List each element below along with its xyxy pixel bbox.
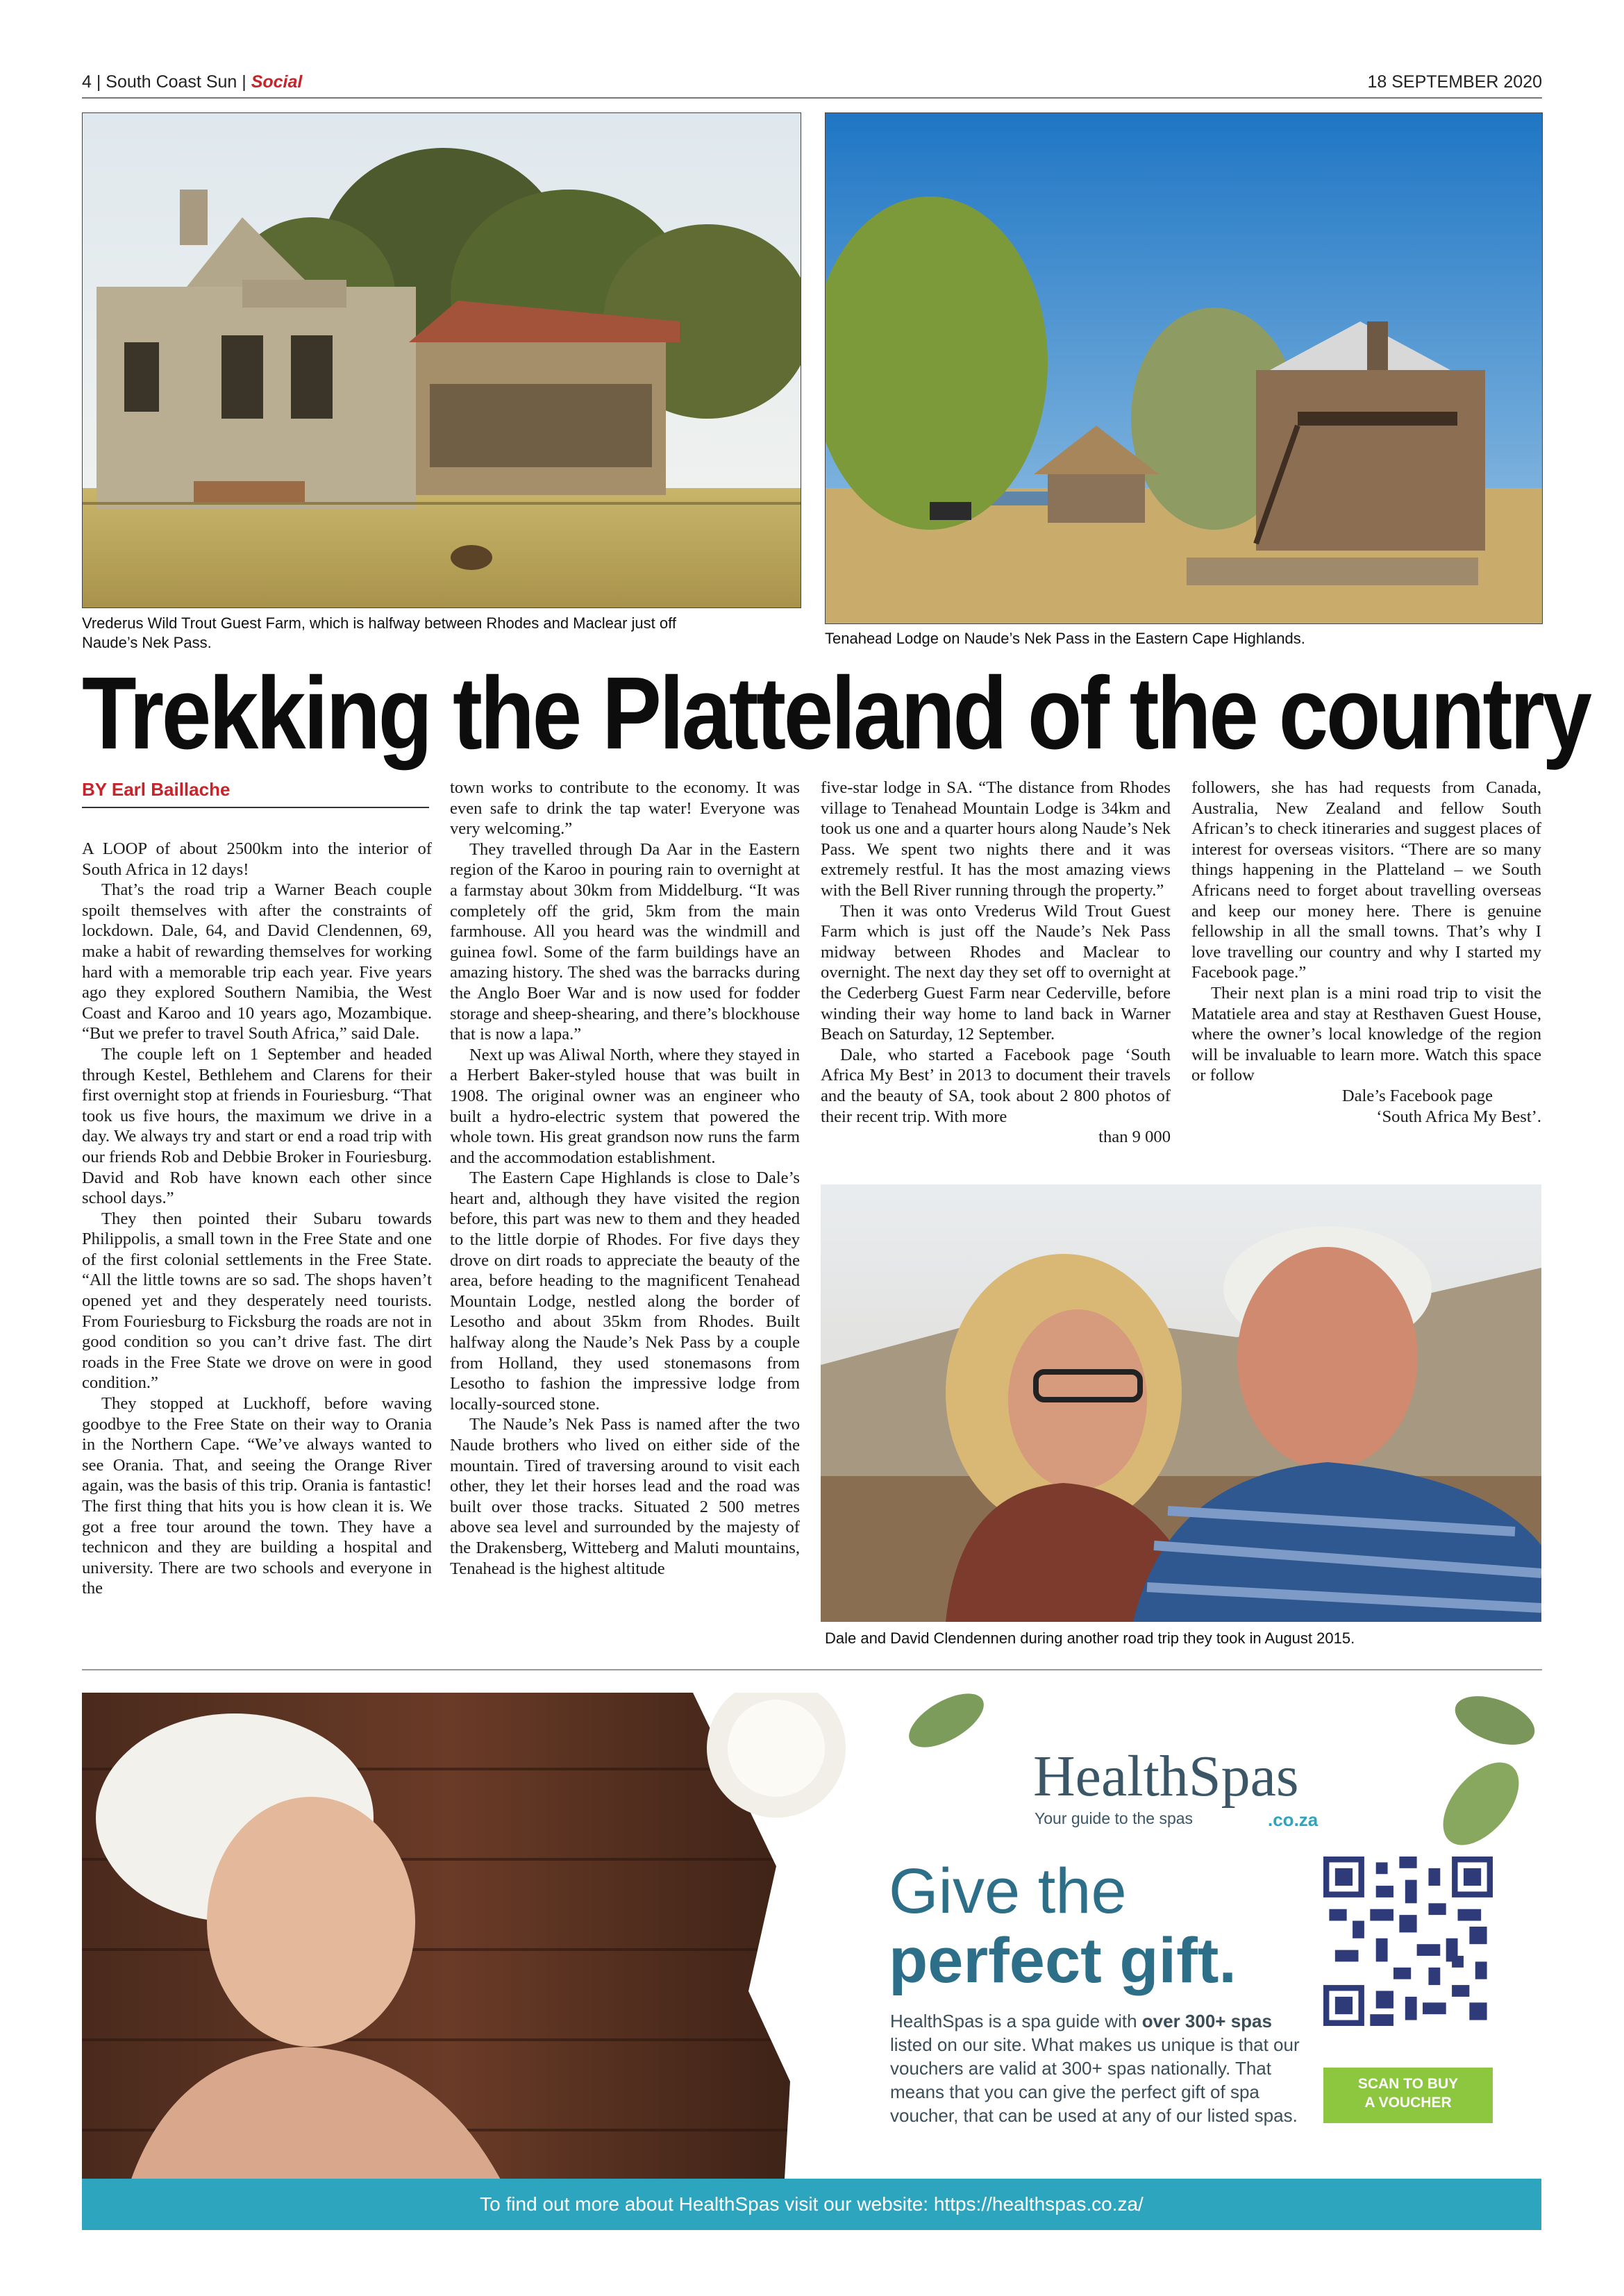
- ad-body-text: listed on our site. What makes us unique is that our vouchers are valid at 300+ spas nationally. That means that you can give the perfect gift of spa voucher, that can be used at any of our listed spas.: [890, 2034, 1300, 2126]
- cta-line: SCAN TO BUY: [1357, 2076, 1459, 2092]
- paragraph: Next up was Aliwal North, where they stayed in a Herbert Baker-styled house that was built in 1908. The original owner was an engineer who built a hydro-electric system that powered the whole town. His great grandson now runs the farm and the accommodation establishment.: [450, 1045, 800, 1167]
- spa-photo: [82, 1693, 880, 2203]
- ad-headline-1: Give the: [889, 1856, 1127, 1927]
- ad-body: [890, 2009, 1307, 2127]
- brand-logo: HealthSpas: [1033, 1744, 1299, 1809]
- photo-couple: [821, 1184, 1541, 1622]
- paragraph: The Naude’s Nek Pass is named after the two Naude brothers who lived on either side of the mountain. Tired of traversing around to visit each other, they let their horses lead and the road was built over those tracks. Situated 2 500 metres above sea level and surrounded by the majesty of the Drakensberg, Witteberg and Maluti mountains, Tenahead is the highest altitude: [450, 1415, 800, 1578]
- page-header: [82, 72, 1542, 96]
- paragraph: Dale, who started a Facebook page ‘South Africa My Best’ in 2013 to document their travels and the beauty of SA, took about 2 800 photos of their recent trip. With more: [821, 1045, 1171, 1126]
- paragraph: followers, she has had requests from Canada, Australia, New Zealand and fellow South African’s to check itineraries and suggest places of interest for overseas visitors. “There are so many things happening in the Platteland – we South Africans need to forget about travelling overseas and keep our money here. There is genuine fellowship in all the small towns. That’s why I love travelling our country and why I started my Facebook page.”: [1191, 778, 1541, 982]
- paragraph: town works to contribute to the economy. It was even safe to drink the tap water! Everyone was very welcoming.”: [450, 778, 800, 839]
- byline: BY Earl Baillache: [82, 779, 231, 800]
- caption-line: Naude’s Nek Pass.: [82, 634, 212, 651]
- ad-body-highlight: over 300+ spas: [1141, 2011, 1272, 2031]
- healthspas-advert[interactable]: [82, 1693, 1541, 2203]
- article-column-2: [450, 778, 800, 1657]
- paragraph: They stopped at Luckhoff, before waving goodbye to the Free State on their way to Orania in the Northern Cape. “We’ve always wanted to see Orania. That, and seeing the Orange River again, was the basis of this trip. Orania is fantastic! The first thing that hits you is how clean it is. We got a free tour around the town. They have a technicon and they are building a hospital and university. There are two schools and everyone in the: [82, 1394, 432, 1598]
- paragraph: Dale’s Facebook page: [1341, 1086, 1493, 1105]
- scan-to-buy-button[interactable]: [1323, 2068, 1493, 2123]
- photo-tenahead-lodge: [825, 112, 1543, 624]
- article-column-3: [821, 778, 1171, 1180]
- paragraph: ‘South Africa My Best’.: [1376, 1107, 1541, 1126]
- byline-rule: [82, 807, 429, 808]
- photo-vrederus-farm: [82, 112, 801, 608]
- article-column-1: [82, 839, 432, 1657]
- qr-code[interactable]: [1323, 1857, 1493, 2026]
- folio: 4 | South Coast Sun | Social: [82, 72, 303, 92]
- brand-domain: .co.za: [1268, 1809, 1319, 1830]
- photo-caption-tenahead: Tenahead Lodge on Naude’s Nek Pass in the Eastern Cape Highlands.: [825, 630, 1305, 647]
- cta-line: A VOUCHER: [1364, 2095, 1452, 2111]
- paragraph: The Eastern Cape Highlands is close to Dale’s heart and, although they have visited the region before, this part was new to them and they headed to the little dorpie of Rhodes. For five days they drove on dirt roads to appreciate the beauty of the area, before heading to the magnificent Tenahead Mountain Lodge, nestled along the border of Lesotho and about 35km from Rhodes. Built halfway along the Naude’s Nek Pass by a couple from Holland, they used stonemasons from Lesotho to fashion the impressive lodge from locally-sourced stone.: [450, 1168, 800, 1414]
- header-rule: [82, 97, 1542, 99]
- ad-headline-2: perfect gift.: [889, 1925, 1237, 1996]
- paragraph: The couple left on 1 September and headed through Kestel, Bethlehem and Clarens for their first overnight stop at friends in Fouriesburg. “That took us five hours, the maximum we drive in a day. We always try and start or end a road trip with our friends Rob and Debbie Broker in Fouriesburg. David and Rob have known each other since school days.”: [82, 1044, 432, 1208]
- paragraph: than 9 000: [1098, 1128, 1171, 1147]
- caption-line: Vrederus Wild Trout Guest Farm, which is halfway between Rhodes and Maclear just off: [82, 614, 676, 632]
- paragraph: A LOOP of about 2500km into the interior of South Africa in 12 days!: [82, 839, 432, 879]
- brand-tagline: Your guide to the spas: [1035, 1809, 1194, 1827]
- photo-caption-couple: Dale and David Clendennen during another road trip they took in August 2015.: [825, 1629, 1355, 1647]
- paragraph: Their next plan is a mini road trip to visit the Matatiele area and stay at Resthaven Guest House, where the owner’s local knowledge of the region will be invaluable to learn more. Watch this space or follow: [1191, 983, 1541, 1085]
- ad-footer-link[interactable]: To find out more about HealthSpas visit our website: https://healthspas.co.za/: [82, 2179, 1541, 2230]
- paragraph: Then it was onto Vrederus Wild Trout Guest Farm which is just off the Naude’s Nek Pass midway between Rhodes and Maclear to overnight. The next day they set off to overnight at the Cederberg Guest Farm near Cederville, before winding their way home to land back in Warner Beach on Saturday, 12 September.: [821, 901, 1171, 1044]
- article-column-4: [1191, 778, 1541, 1180]
- page-number: 4: [82, 72, 92, 92]
- paragraph: five-star lodge in SA. “The distance from Rhodes village to Tenahead Mountain Lodge is 34km and took us one and a quarter hours along Naude’s Nek Pass. We spent two nights there and it was extremely restful. It has the most amazing views with the Bell River running through the property.”: [821, 778, 1171, 900]
- photo-caption-vrederus: [82, 614, 800, 653]
- section-name: Social: [251, 72, 303, 92]
- headline: Trekking the Platteland of the country: [82, 656, 1590, 771]
- paragraph: That’s the road trip a Warner Beach couple spoilt themselves with after the constraints of lockdown. Dale, 64, and David Clendennen, 69, make a habit of rewarding themselves for working hard with a memorable trip each year. Five years ago they explored Southern Namibia, the West Coast and Karoo and 10 years ago, Mozambique. “But we prefer to travel South Africa,” said Dale.: [82, 880, 432, 1044]
- paragraph: They travelled through Da Aar in the Eastern region of the Karoo in pouring rain to overnight at a farmstay about 30km from Middelburg. “It was completely off the grid, 5km from the main farmhouse. All you heard was the windmill and guinea fowl. Some of the farm buildings have an amazing history. The shed was the barracks during the Anglo Boer War and is now used for fodder storage and sheep-shearing, and there’s blockhouse that is now a lapa.”: [450, 839, 800, 1044]
- ad-body-text: HealthSpas is a spa guide with: [890, 2011, 1142, 2031]
- paragraph: They then pointed their Subaru towards Philippolis, a small town in the Free State and one of the first colonial settlements in the Free State. “All the little towns are so sad. The shops haven’t opened yet and they desperately need tourists. From Fouriesburg to Ficksburg the roads are not in good condition so you can’t drive fast. The dirt roads in the Free State we drove on were in good condition.”: [82, 1209, 432, 1393]
- publication-name: South Coast Sun: [106, 72, 237, 92]
- section-rule: [82, 1669, 1542, 1670]
- issue-date: 18 SEPTEMBER 2020: [1367, 72, 1542, 92]
